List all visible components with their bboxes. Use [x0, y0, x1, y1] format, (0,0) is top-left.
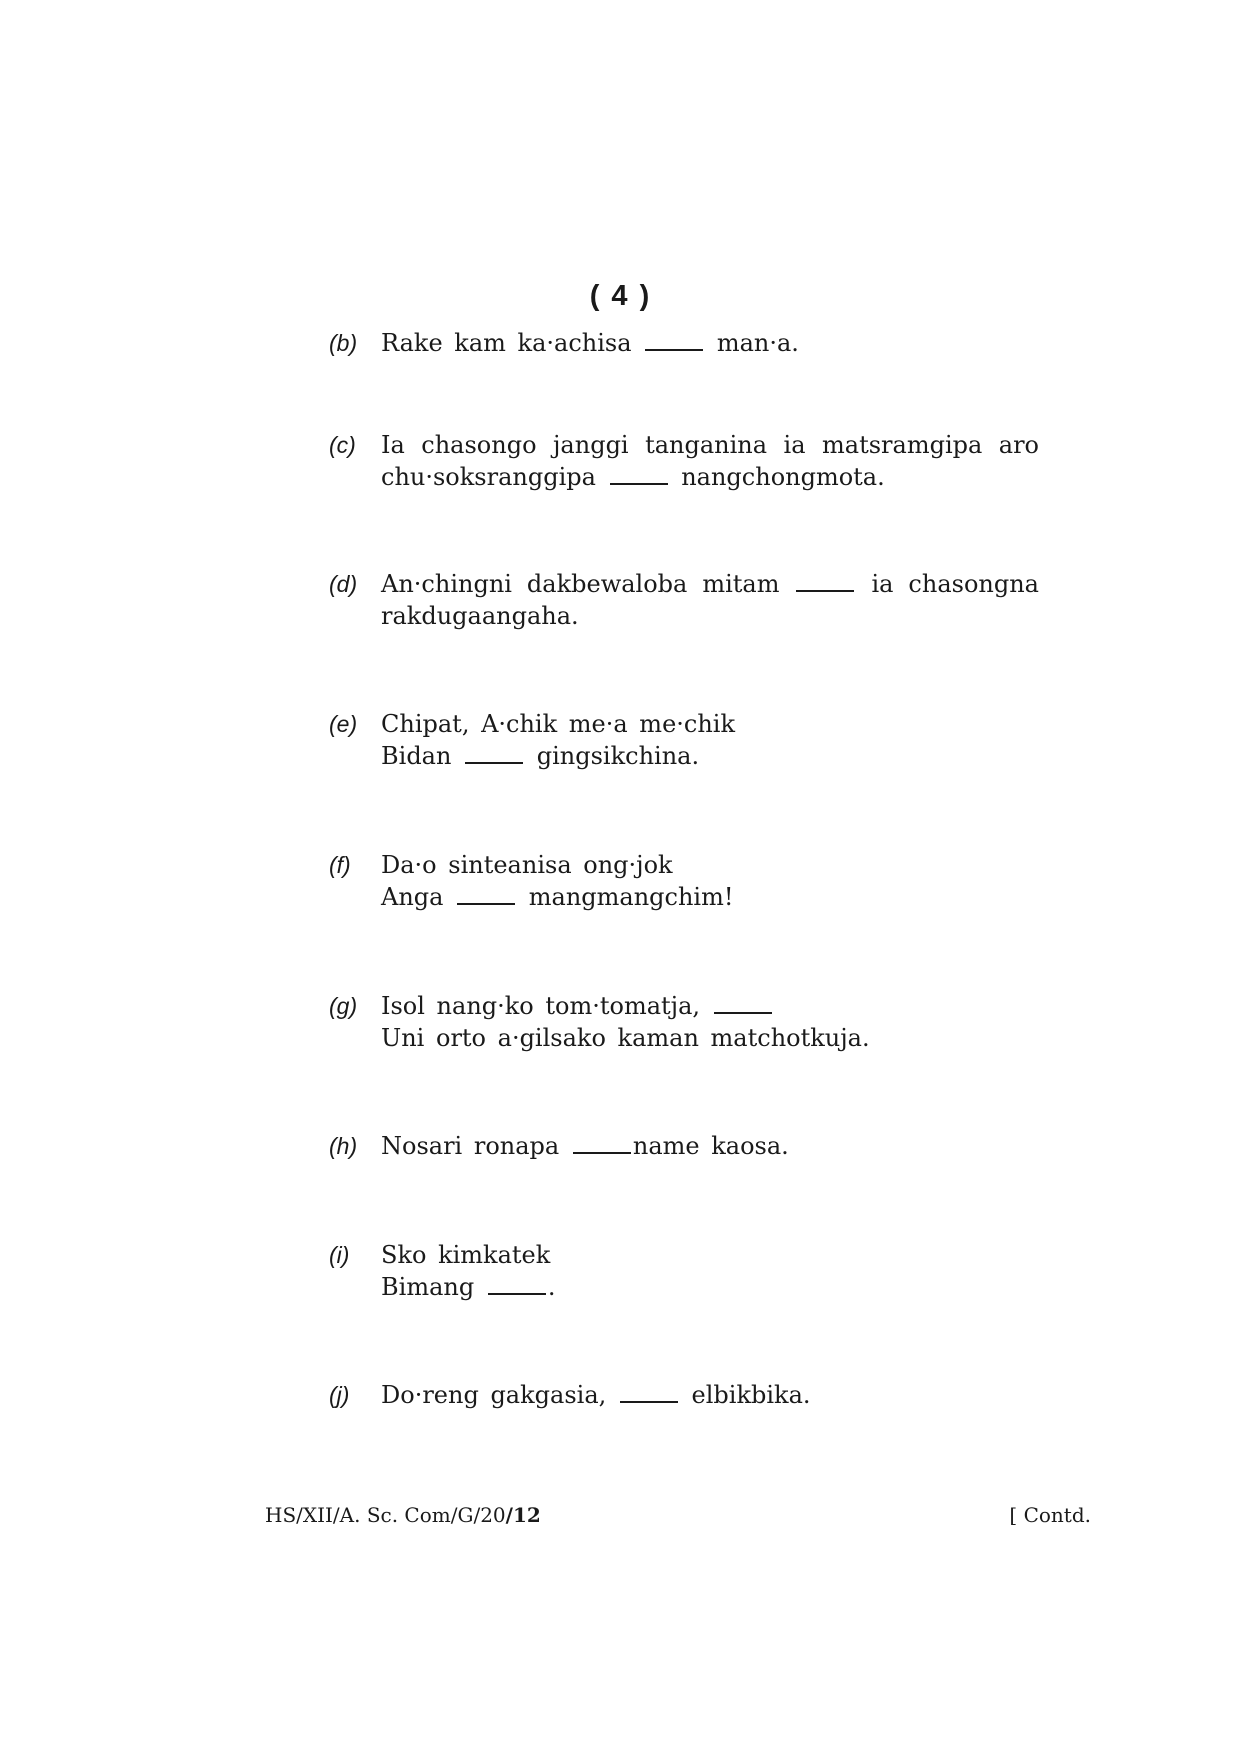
- question-label: (c): [329, 432, 356, 458]
- question-line: Da·o sinteanisa ong·jok: [381, 851, 673, 879]
- answer-blank[interactable]: [645, 327, 703, 351]
- line-text-after: .: [547, 1273, 556, 1301]
- answer-blank[interactable]: [796, 568, 854, 592]
- question-line: [381, 327, 1039, 359]
- question-line: Chipat, A·chik me·a me·chik: [381, 710, 736, 738]
- paper-code: [265, 1503, 541, 1527]
- question-label: (f): [329, 852, 351, 878]
- continued-marker: [ Contd.: [1009, 1503, 1091, 1527]
- line-text-before: chu·soksranggipa: [381, 463, 596, 491]
- question-text: [381, 327, 1039, 359]
- question-line: [381, 1379, 1039, 1411]
- question-line: [381, 1271, 1039, 1303]
- line-text-before: Rake kam ka·achisa: [381, 329, 632, 357]
- answer-blank[interactable]: [488, 1271, 546, 1295]
- line-text-before: Bimang: [381, 1273, 475, 1301]
- paper-code-prefix: HS/XII/A. Sc. Com/G/20: [265, 1503, 506, 1527]
- question-label: (b): [329, 330, 358, 356]
- question-label: (g): [329, 993, 358, 1019]
- line-text-after: nangchongmota.: [681, 463, 885, 491]
- question-label: (h): [329, 1133, 358, 1159]
- line-text-before: Anga: [381, 883, 444, 911]
- page-number: ( 4 ): [589, 280, 652, 312]
- question-line: Ia chasongo janggi tanganina ia matsramgipa aro: [381, 431, 1039, 459]
- question-line: [381, 740, 1039, 772]
- question-label: (d): [329, 571, 358, 597]
- question-line: Uni orto a·gilsako kaman matchotkuja.: [381, 1024, 870, 1052]
- question-text: [381, 708, 1039, 772]
- answer-blank[interactable]: [620, 1379, 678, 1403]
- paper-code-suffix: /12: [505, 1503, 541, 1527]
- question-text: [381, 1130, 1039, 1162]
- question-line: [381, 990, 1039, 1022]
- line-text-after: ia chasongna: [871, 570, 1039, 598]
- question-line: [381, 881, 1039, 913]
- question-text: [381, 849, 1039, 913]
- answer-blank[interactable]: [714, 990, 772, 1014]
- line-text-after: man·a.: [716, 329, 799, 357]
- line-text-after: mangmangchim!: [528, 883, 734, 911]
- question-label: (e): [329, 711, 358, 737]
- answer-blank[interactable]: [457, 881, 515, 905]
- line-text-after: elbikbika.: [691, 1381, 811, 1409]
- line-text-before: An·chingni dakbewaloba mitam: [381, 570, 780, 598]
- question-line: rakdugaangaha.: [381, 602, 579, 630]
- line-text-after: gingsikchina.: [536, 742, 700, 770]
- question-text: [381, 429, 1039, 493]
- question-text: [381, 990, 1039, 1054]
- line-text-before: Bidan: [381, 742, 452, 770]
- question-line: [381, 1130, 1039, 1162]
- line-text-before: Do·reng gakgasia,: [381, 1381, 607, 1409]
- line-text-before: Nosari ronapa: [381, 1132, 560, 1160]
- answer-blank[interactable]: [573, 1130, 631, 1154]
- line-text-before: Isol nang·ko tom·tomatja,: [381, 992, 701, 1020]
- question-line: Sko kimkatek: [381, 1241, 551, 1269]
- question-label: (i): [329, 1242, 350, 1268]
- line-text-after: name kaosa.: [632, 1132, 789, 1160]
- question-line: [381, 461, 1039, 493]
- answer-blank[interactable]: [465, 740, 523, 764]
- question-label: (j): [329, 1382, 350, 1408]
- question-text: [381, 1239, 1039, 1303]
- answer-blank[interactable]: [610, 461, 668, 485]
- question-text: [381, 1379, 1039, 1411]
- question-line: [381, 568, 1039, 600]
- question-text: [381, 568, 1039, 632]
